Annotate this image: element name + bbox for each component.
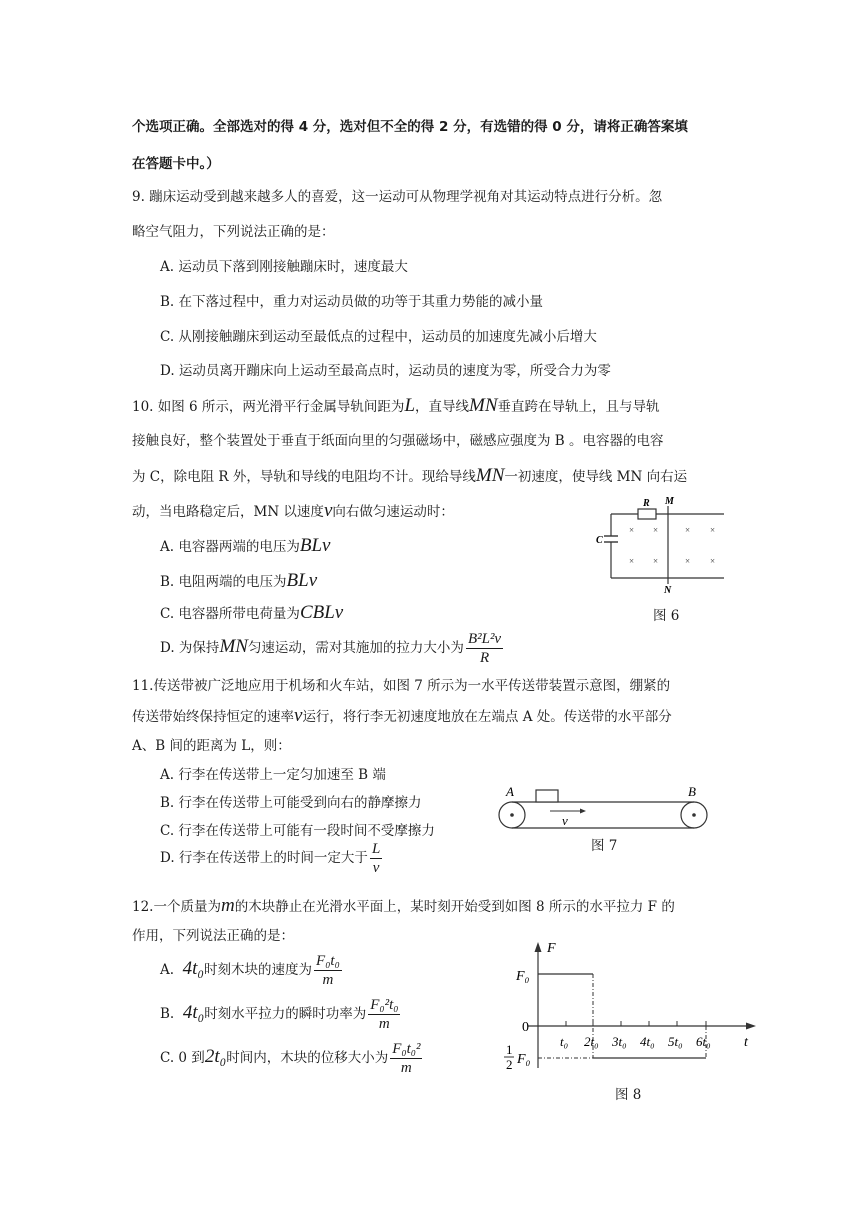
- tick-label: 3t₀: [612, 1034, 627, 1049]
- q11-option-b: B. 行李在传送带上可能受到向右的静摩擦力: [160, 795, 422, 811]
- q10-stem-line1: 10. 如图 6 所示，两光滑平行金属导轨间距为L，直导线MN垂直跨在导轨上，且与导轨: [132, 395, 660, 416]
- q12-option-a: A. 4t₀时刻木块的速度为 $\frac{\text{F₀t₀}}{m}$: [160, 953, 340, 988]
- axis-label-f: F: [547, 941, 556, 956]
- section-instructions-line1: 个选项正确。全部选对的得 4 分，选对但不全的得 2 分，有选错的得 0 分，请将正确答案填: [132, 119, 688, 135]
- tick-label: t₀: [560, 1034, 569, 1049]
- label-m: M: [665, 496, 674, 507]
- figure-7-conveyor: [498, 782, 712, 832]
- figure-8-caption: 图 8: [615, 1087, 642, 1103]
- q9-option-b: B. 在下落过程中，重力对运动员做的功等于其重力势能的减小量: [160, 294, 544, 310]
- q9-option-a: A. 运动员下落到刚接触蹦床时，速度最大: [160, 259, 408, 275]
- figure-7-caption: 图 7: [591, 838, 618, 854]
- tick-label: 2t₀: [584, 1034, 599, 1049]
- q11-option-a: A. 行李在传送带上一定匀加速至 B 端: [160, 767, 386, 783]
- label-a: A: [506, 784, 514, 799]
- figure-8-force-time-graph: [496, 938, 766, 1070]
- label-zero: 0: [522, 1020, 529, 1035]
- svg-text:×: ×: [710, 556, 716, 566]
- figure-6-circuit: [596, 496, 736, 596]
- tick-label: 6t₀: [696, 1034, 711, 1049]
- q10-option-d: D. 为保持MN匀速运动，需对其施加的拉力大小为 $\frac{\text{B²L²v}}{R}$: [160, 631, 502, 666]
- label-half-num: 1: [506, 1042, 513, 1057]
- q9-stem-line1: 9. 蹦床运动受到越来越多人的喜爱，这一运动可从物理学视角对其运动特点进行分析。忽: [132, 189, 663, 205]
- q12-stem-line2: 作用，下列说法正确的是：: [132, 928, 294, 944]
- q11-option-d: D. 行李在传送带上的时间一定大于 $\frac{L}{v}$: [160, 841, 381, 876]
- q9-option-d: D. 运动员离开蹦床向上运动至最高点时，运动员的速度为零，所受合力为零: [160, 363, 611, 379]
- label-n: N: [664, 585, 672, 596]
- svg-text:×: ×: [685, 556, 691, 566]
- q10-stem-line4: 动，当电路稳定后，MN 以速度v向右做匀速运动时：: [132, 500, 454, 521]
- label-c: C: [596, 535, 603, 546]
- q11-stem-line1: 11.传送带被广泛地应用于机场和火车站，如图 7 所示为一水平传送带装置示意图，绷紧的: [132, 678, 671, 694]
- q10-stem-line2: 接触良好，整个装置处于垂直于纸面向里的匀强磁场中，磁感应强度为 B 。电容器的电容: [132, 433, 664, 449]
- label-b: B: [688, 784, 696, 799]
- figure-6-caption: 图 6: [653, 608, 680, 624]
- label-v: v: [562, 813, 568, 828]
- svg-text:×: ×: [629, 556, 635, 566]
- label-half-f0: F₀: [517, 1052, 531, 1067]
- q9-option-c: C. 从刚接触蹦床到运动至最低点的过程中，运动员的加速度先减小后增大: [160, 329, 597, 345]
- svg-text:×: ×: [710, 525, 716, 535]
- q12-option-b: B. 4t₀时刻水平拉力的瞬时功率为 $\frac{\text{F₀²t₀}}{m}$: [160, 997, 399, 1032]
- q12-stem-line1: 12.一个质量为m的木块静止在光滑水平面上，某时刻开始受到如图 8 所示的水平拉力 F 的: [132, 895, 675, 916]
- q10-stem-line3: 为 C，除电阻 R 外，导轨和导线的电阻均不计。现给导线MN一初速度，使导线 MN 向右运: [132, 465, 688, 486]
- q10-option-c: C. 电容器所带电荷量为CBLv: [160, 602, 344, 623]
- svg-text:×: ×: [685, 525, 691, 535]
- q9-stem-line2: 略空气阻力，下列说法正确的是：: [132, 224, 335, 240]
- axis-label-t: t: [744, 1035, 748, 1050]
- tick-label: 5t₀: [668, 1034, 683, 1049]
- q10-option-a: A. 电容器两端的电压为BLv: [160, 535, 331, 556]
- q12-option-c: C. 0 到2t₀时间内，木块的位移大小为 $\frac{\text{F₀t₀²}}{m}$: [160, 1041, 421, 1076]
- tick-label: 4t₀: [640, 1034, 655, 1049]
- q11-stem-line3: A、B 间的距离为 L，则：: [132, 738, 291, 754]
- label-f0: F₀: [516, 969, 530, 984]
- q11-option-c: C. 行李在传送带上可能有一段时间不受摩擦力: [160, 823, 435, 839]
- svg-text:×: ×: [653, 525, 659, 535]
- label-half-den: 2: [506, 1057, 513, 1070]
- section-instructions-line2: 在答题卡中。）: [132, 156, 220, 172]
- q11-stem-line2: 传送带始终保持恒定的速率v运行，将行李无初速度地放在左端点 A 处。传送带的水平部分: [132, 705, 672, 726]
- label-r: R: [643, 498, 650, 509]
- svg-text:×: ×: [629, 525, 635, 535]
- svg-text:×: ×: [653, 556, 659, 566]
- q10-option-b: B. 电阻两端的电压为BLv: [160, 570, 318, 591]
